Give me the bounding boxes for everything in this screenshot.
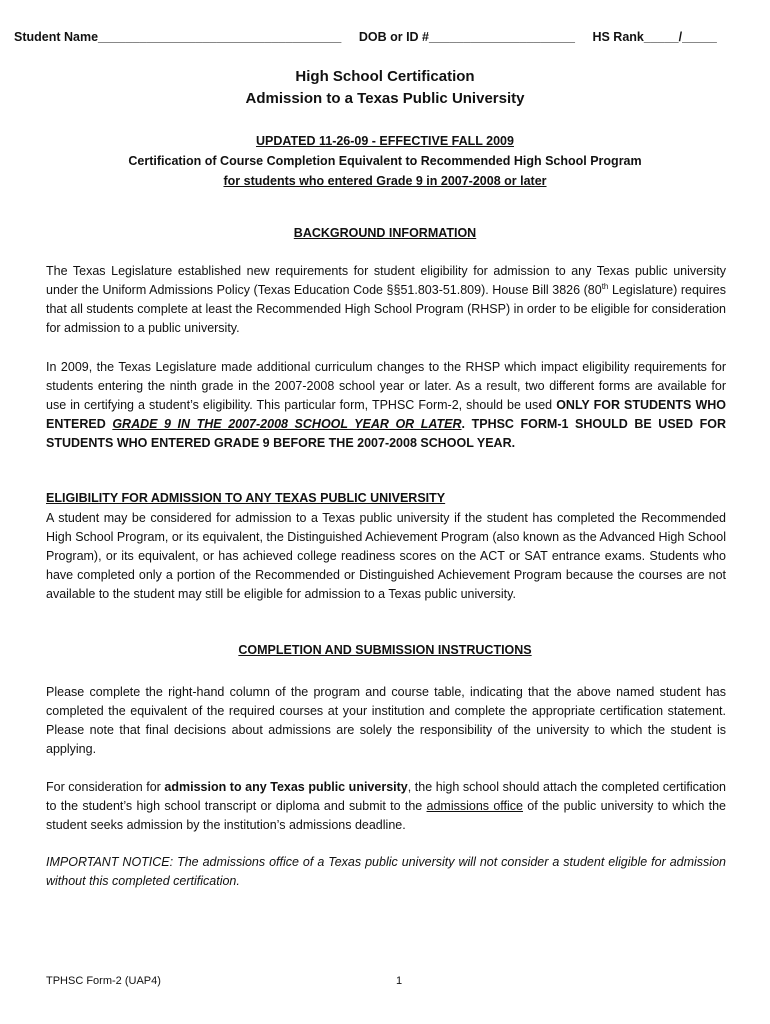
grade-subtitle: for students who entered Grade 9 in 2007-2008 or later [223, 174, 547, 188]
page-number: 1 [396, 975, 403, 987]
form-id: TPHSC Form-2 (UAP4) [46, 975, 161, 987]
title-block [0, 66, 770, 110]
instructions-paragraph-2: For consideration for admission to any Texas public university, the high school should attach the completed certification to the student’s high school transcript or diploma and submit to the admissions office of the public university to which the student seeks admission by the institution’s admissions deadline. [46, 780, 726, 832]
instructions-paragraph-1: Please complete the right-hand column of the program and course table, indicating that the above named student has completed the equivalent of the required courses at your institution and complete the appropriate certification statement. Please note that final decisions about admissions are solely the responsibility of the university to which the student is applying. [46, 685, 726, 756]
header-fields [14, 30, 730, 44]
dob-id-field[interactable]: DOB or ID #_____________________ [358, 30, 575, 44]
background-paragraph-2: In 2009, the Texas Legislature made additional curriculum changes to the RHSP which impact eligibility requirements for students entering the ninth grade in the 2007-2008 school year or later. As a result, two different forms are available for use in certifying a student’s eligibility. This particular form, TPHSC Form-2, should be used ONLY FOR STUDENTS WHO ENTERED GRADE 9 IN THE 2007-2008 SCHOOL YEAR OR LATER. TPHSC FORM-1 SHOULD BE USED FOR STUDENTS WHO ENTERED GRADE 9 BEFORE THE 2007-2008 SCHOOL YEAR. [46, 360, 727, 450]
important-notice: IMPORTANT NOTICE: The admissions office of a Texas public university will not consider a student eligible for admission without this completed certification. [46, 855, 726, 888]
certification-subtitle: Certification of Course Completion Equivalent to Recommended High School Program [128, 154, 642, 168]
background-heading: BACKGROUND INFORMATION [293, 226, 477, 240]
eligibility-heading: ELIGIBILITY FOR ADMISSION TO ANY TEXAS PUBLIC UNIVERSITY [46, 491, 446, 505]
updated-notice: UPDATED 11-26-09 - EFFECTIVE FALL 2009 [256, 134, 514, 148]
student-name-field[interactable]: Student Name___________________________________ [14, 30, 342, 44]
background-paragraph-1: The Texas Legislature established new requirements for student eligibility for admission to any Texas public university under the Uniform Admissions Policy (Texas Education Code §§51.803-51.809). House Bill 3826 (80th Legislature) requires that all students complete at least the Recommended High School Program (RHSP) in order to be eligible for consideration for admission to a public university. [46, 264, 726, 335]
admissions-office-link[interactable]: admissions office [426, 799, 523, 813]
hs-rank-field[interactable]: HS Rank_____/_____ [592, 30, 717, 44]
eligibility-paragraph: A student may be considered for admission to a Texas public university if the student has completed the Recommended High School Program, or its equivalent, the Distinguished Achievement Program (also known as the Advanced High School Program), or its equivalent, or has achieved college readiness scores on the ACT or SAT entrance exams. Students who have completed only a portion of the Recommended or Distinguished Achievement Program because the courses are not available to the student may still be eligible for admission to a Texas public university. [46, 511, 726, 601]
subtitle-block [0, 131, 770, 191]
instructions-heading: COMPLETION AND SUBMISSION INSTRUCTIONS [238, 643, 532, 657]
title-line-2: Admission to a Texas Public University [245, 90, 525, 107]
title-line-1: High School Certification [295, 68, 475, 85]
